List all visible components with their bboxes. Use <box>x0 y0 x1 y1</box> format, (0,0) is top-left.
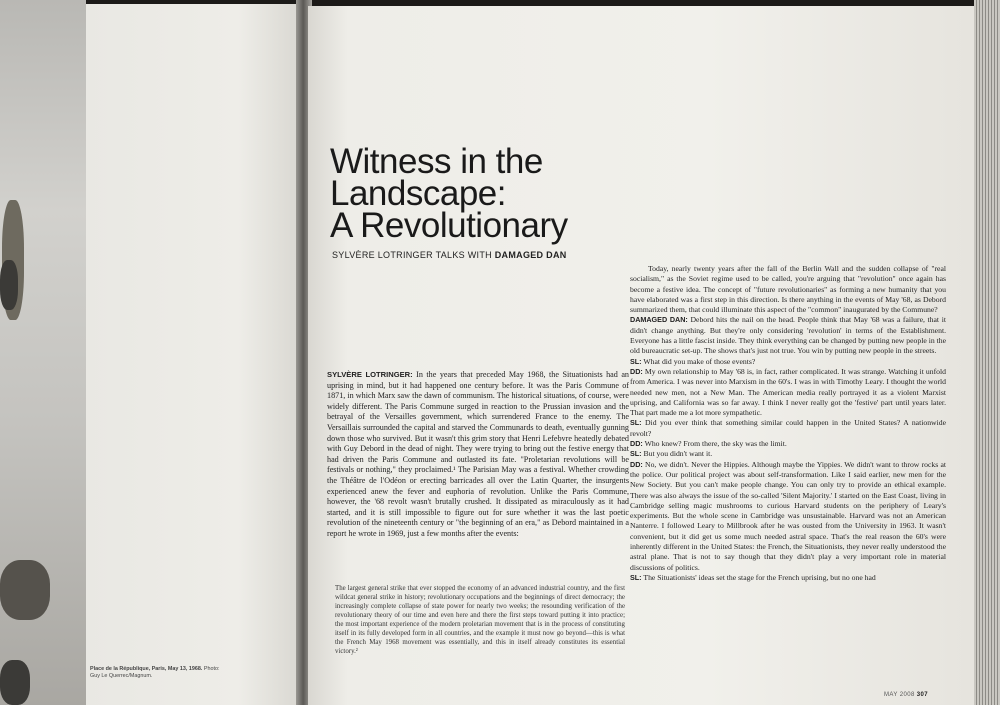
dialogue-turn <box>630 460 946 573</box>
turn-text: What did you make of those events? <box>643 356 756 366</box>
turn-text: Who knew? From there, the sky was the limit. <box>644 439 787 449</box>
photo-caption <box>90 666 230 680</box>
title-line-2: Landscape: <box>330 174 506 213</box>
caption-title: Place de la République, Paris, May 13, 1968. <box>90 666 203 672</box>
photo-figure-mid <box>0 260 18 310</box>
title-line-1: Witness in the <box>330 142 543 181</box>
page-folio <box>884 692 928 698</box>
speaker-label: DD: <box>630 459 643 469</box>
protest-photo <box>0 0 86 705</box>
photo-figure-bottom <box>0 660 30 705</box>
turn-text: No, we didn't. Never the Hippies. Although maybe the Yippies. We didn't want to throw rocks at the police. Our political project was about self-transformation. Like I said earlier, new men for the New Society. But you can't make people change. You can only try to provide an ethical example. There was also always the issue of the so-called 'Silent Majority.' I started on the East Coast, living in Cambridge selling magic mushrooms to curious Harvard students on the periphery of Leary's experiments. But the whole scene in Cambridge was unsustainable. Harvard was not an American Nanterre. I followed Leary to Millbrook after he was ousted from the University in 1963. It wasn't convenient, but it did get us some much needed astral space. That's the real reason the 60's were inherently different in the United States: the French, the Situationists, they never really understood the astral plane. That is not to say though that they didn't play a very important role in material discussions of politics. <box>630 459 947 572</box>
column-left <box>327 370 629 540</box>
speaker-label: SL: <box>630 356 642 366</box>
block-quote: The largest general strike that ever stopped the economy of an advanced industrial country, and the first wildcat general strike in history; revolutionary occupations and the beginnings of direct democracy; the increasingly complete collapse of state power for nearly two weeks; the resounding verification of the revolutionary theory of our time and even here and there the first steps toward putting it into practice; the most important experience of the modern proletarian movement that is in the process of constituting itself in its fully developed form in all countries, and the example it must now go beyond—this is what the French May 1968 movement was essentially, and this in itself already constitutes its essential victory.² <box>335 585 625 656</box>
turn-text: But you didn't want it. <box>643 449 713 459</box>
speaker-label: DD: <box>630 366 643 376</box>
speaker-label: DAMAGED DAN: <box>630 315 688 325</box>
caption-credit: Photo: Guy Le Querrec/Magnum. <box>90 666 220 679</box>
speaker-label: SL: <box>630 449 642 459</box>
intro-question: Today, nearly twenty years after the fall of the Berlin Wall and the sudden collapse of "real socialism," as the Soviet regime used to be called, you're arguing that "revolution" once again has become a festive idea. The concept of "future revolutionaries" as forming a new humanity that you have elaborated was a first step in this direction. Is there anything in the events of May '68, as Debord summarized them, that could illuminate this aspect of the "common" inaugurated by the Commune? <box>630 264 946 315</box>
speaker-label: DD: <box>630 439 643 449</box>
title-line-3: A Revolutionary <box>330 206 568 245</box>
dialogue-turn <box>630 315 946 356</box>
dialogue-turn <box>630 439 946 449</box>
dialogue-turn <box>630 449 946 459</box>
page-edges <box>974 0 1000 705</box>
speaker-label: SL: <box>630 572 642 582</box>
folio-date: MAY 2008 <box>884 692 915 698</box>
article-title <box>330 142 630 245</box>
byline <box>332 250 567 260</box>
body-text: In the years that preceded May 1968, the Situationists had an uprising in mind, but it had happened one century before. It was the Paris Commune of 1871, in which Marx saw the dawn of communism. The historical situations, of course, were widely different. The Paris Commune surged in reaction to the Prussian invasion and the betrayal of the Versailles government, which surrendered France to the enemy. The Versaillais surrounded the capital and starved the Communards to death, eventually gunning down those who survived. But it wasn't this grim story that Henri Lefebvre heatedly debated with Guy Debord in the dead of night. They were trying to bring out the festive energy that had driven the Paris Commune and outlasted its fate. "Proletarian revolutions will be festivals or nothing," they proclaimed.¹ The Parisian May was a festival. Whether crowding the Théâtre de l'Odéon or erecting barricades all over the Latin Quarter, the insurgents experienced anew the fever and euphoria of revolution. Unlike the Paris Commune, however, the '68 revolt wasn't brutally crushed. It dissipated as miraculously as it had started, and it is still impossible to figure out for sure whether it was the last poetic revolution of the nineteenth century or "the beginning of an era," as Debord maintained in a report he wrote in 1969, just a few months after the events: <box>327 370 629 538</box>
column-right <box>630 264 946 583</box>
dialogue-turn <box>630 418 946 439</box>
right-page <box>308 6 974 705</box>
turn-text: Did you ever think that something similar could happen in the United States? A nationwide revolt? <box>630 418 946 438</box>
photo-figure-arm <box>0 560 50 620</box>
turn-text: Debord hits the nail on the head. People think that May '68 was a failure, that it didn't change anything. But they're only considering 'revolution' in terms of the Establishment. Everyone has a little fascist inside. They think everything can be changed by putting new people in the old bureaucratic set-up. The shows that's just not true. You win by putting new people in the streets. <box>630 315 946 356</box>
dialogue-turn <box>630 357 946 367</box>
byline-prefix: SYLVÈRE LOTRINGER TALKS WITH <box>332 250 492 260</box>
speaker-label: SYLVÈRE LOTRINGER: <box>327 370 413 379</box>
turn-text: The Situationists' ideas set the stage for the French uprising, but no one had <box>643 572 876 582</box>
dialogue-turn <box>630 573 946 583</box>
left-page <box>86 4 304 705</box>
dialogue-turn <box>630 367 946 418</box>
byline-name: DAMAGED DAN <box>494 250 567 260</box>
folio-page-number: 307 <box>916 692 928 698</box>
turn-text: My own relationship to May '68 is, in fact, rather complicated. It was strange. Watching it unfold from America. I was never into Marxism in the 60's. I was in with Timothy Leary. I thought the world needed new men, not a New Man. The American media really portrayed it as a violent Marxist uprising, and California was so far away. I think I never really got the 'festive' part until years later. That part made me a lot more sympathetic. <box>630 366 947 418</box>
speaker-label: SL: <box>630 418 642 428</box>
